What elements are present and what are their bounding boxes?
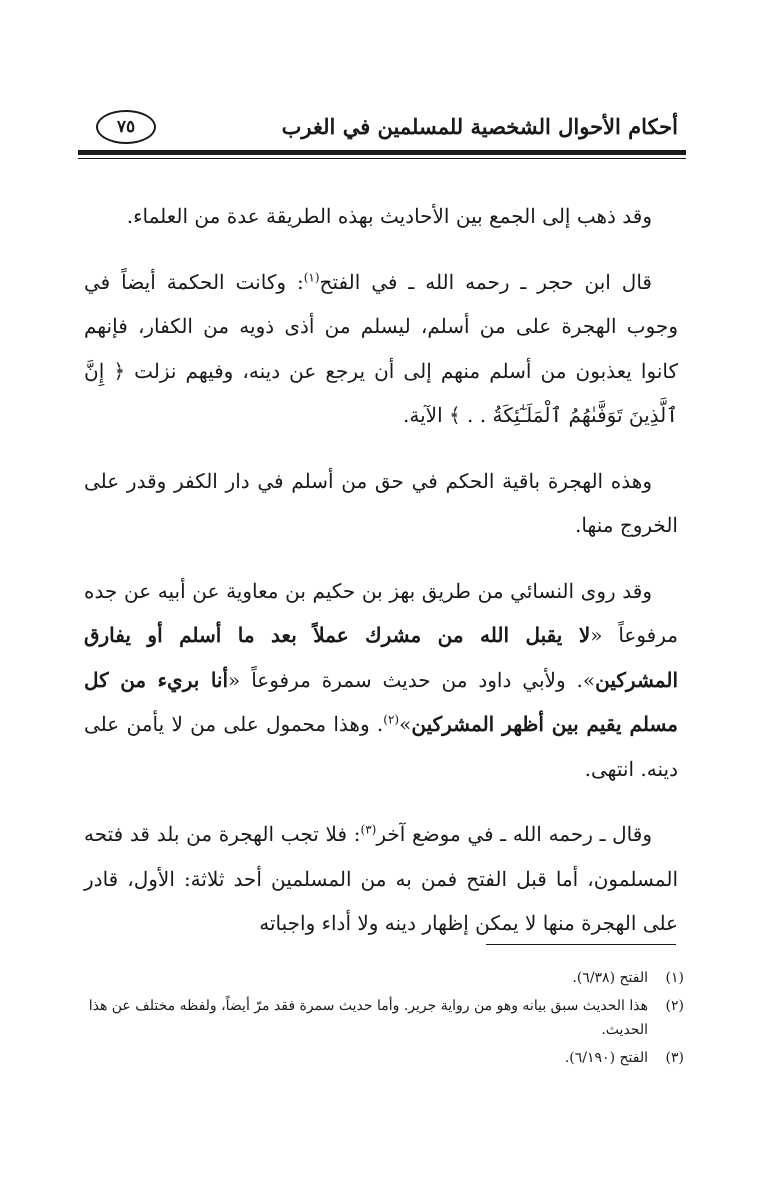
footnotes <box>84 966 684 1074</box>
footnote-item <box>84 1046 684 1070</box>
footnote-item <box>84 994 684 1042</box>
paragraph-1: وقد ذهب إلى الجمع بين الأحاديث بهذه الطريقة عدة من العلماء. <box>126 204 652 228</box>
footnote-separator <box>486 944 676 945</box>
footnote-number: (١) <box>665 970 684 986</box>
paragraph-4: وقد روى النسائي من طريق بهز بن حكيم بن معاوية عن أبيه عن جده مرفوعاً «لا يقبل الله من مشرك عملاً بعد ما أسلم أو يفارق المشركين». ولأبي داود من حديث سمرة مرفوعاً «أنا بريء من كل مسلم يقيم بين أظهر المشركين»$^{(٢)}$. وهذا محمول على من لا يأمن على دينه. انتهى. <box>84 578 678 781</box>
footnote-ref-2: (٢) <box>383 712 400 727</box>
footnote-text: الفتح (٦/١٩٠). <box>564 1050 648 1066</box>
page-number: ٧٥ <box>96 110 156 144</box>
footnote-text: هذا الحديث سبق بيانه وهو من رواية جرير. وأما حديث سمرة فقد مرّ أيضاً، ولفظه مختلف عن هذا الحديث. <box>88 998 648 1038</box>
main-text <box>84 194 678 967</box>
paragraph-2: قال ابن حجر ـ رحمه الله ـ في الفتح$^{(١)}$: وكانت الحكمة أيضاً في وجوب الهجرة على من أسلم، ليسلم من أذى ذويه من الكفار، فإنهم كانوا يعذبون من أسلم منهم إلى أن يرجع عن دينه، وفيهم نزلت ﴿ إِنَّ ٱلَّذِينَ تَوَفَّىٰهُمُ ٱلْمَلَـٰٓئِكَةُ . . ﴾ الآية. <box>84 269 678 427</box>
footnote-text: الفتح (٦/٣٨). <box>572 970 648 986</box>
header-rule-thin <box>78 158 686 159</box>
page-header <box>78 108 682 148</box>
footnote-item <box>84 966 684 990</box>
header-rule-thick <box>78 150 686 155</box>
book-title: أحكام الأحوال الشخصية للمسلمين في الغرب <box>281 114 678 139</box>
footnote-ref-3: (٣) <box>360 822 377 837</box>
footnote-number: (٢) <box>665 998 684 1014</box>
paragraph-3: وهذه الهجرة باقية الحكم في حق من أسلم في دار الكفر وقدر على الخروج منها. <box>84 468 678 537</box>
paragraph-5: وقال ـ رحمه الله ـ في موضع آخر$^{(٣)}$: فلا تجب الهجرة من بلد قد فتحه المسلمون، أما قبل الفتح فمن به من المسلمين أحد ثلاثة: الأول، قادر على الهجرة منها لا يمكن إظهار دينه ولا أداء واجباته <box>84 822 678 935</box>
hadith-quote-1: لا يقبل الله من مشرك عملاً بعد ما أسلم أو يفارق المشركين <box>84 623 678 692</box>
footnote-ref-1: (١) <box>303 269 320 284</box>
hadith-quote-2: أنا بريء من كل مسلم يقيم بين أظهر المشركين <box>84 667 678 736</box>
footnote-number: (٣) <box>665 1050 684 1066</box>
